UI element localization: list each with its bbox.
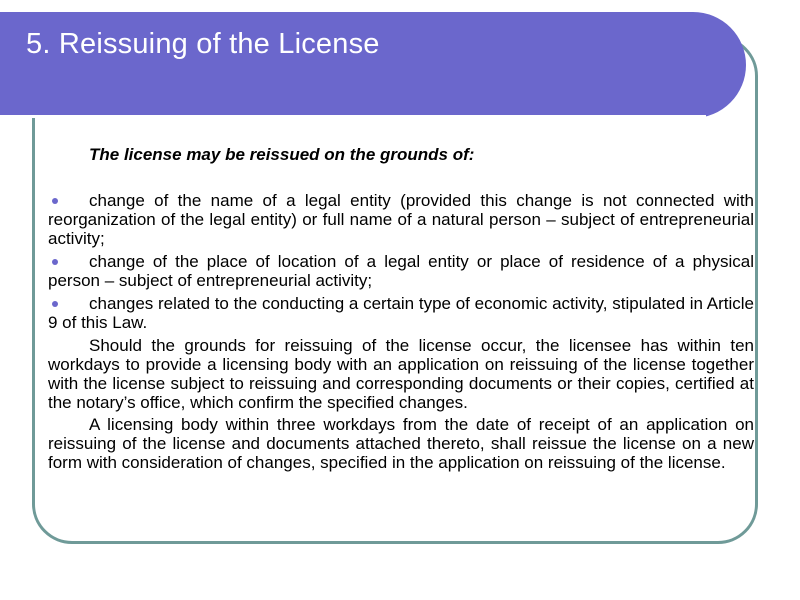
slide-body bbox=[48, 145, 754, 475]
bullet-dot-icon bbox=[52, 259, 58, 265]
bullet-item bbox=[48, 294, 754, 332]
bullet-text: change of the place of location of a legal entity or place of residence of a physical person – subject of entrepreneurial activity; bbox=[48, 252, 754, 290]
bullet-dot-icon bbox=[52, 301, 58, 307]
bullet-item bbox=[48, 252, 754, 290]
bullet-text: changes related to the conducting a certain type of economic activity, stipulated in Article 9 of this Law. bbox=[48, 294, 754, 332]
bullet-dot-icon bbox=[52, 198, 58, 204]
bullet-item bbox=[48, 191, 754, 248]
intro-text: The license may be reissued on the grounds of: bbox=[89, 145, 475, 164]
slide-title: 5. Reissuing of the License bbox=[26, 28, 380, 60]
paragraph-reissue-deadline: Should the grounds for reissuing of the license occur, the licensee has within ten workdays to provide a licensing body with an application on reissuing of the license together with the license subject to reissuing and corresponding documents or their copies, certified at the notary’s office, which confirm the specified changes. bbox=[48, 336, 754, 412]
banner-underline bbox=[0, 115, 706, 118]
paragraph-licensing-body: A licensing body within three workdays from the date of receipt of an application on reissuing of the license and documents attached thereto, shall reissue the license on a new form with consideration of changes, specified in the application on reissuing of the license. bbox=[48, 415, 754, 472]
bullet-text: change of the name of a legal entity (provided this change is not connected with reorganization of the legal entity) or full name of a natural person – subject of entrepreneurial activity; bbox=[48, 191, 754, 248]
